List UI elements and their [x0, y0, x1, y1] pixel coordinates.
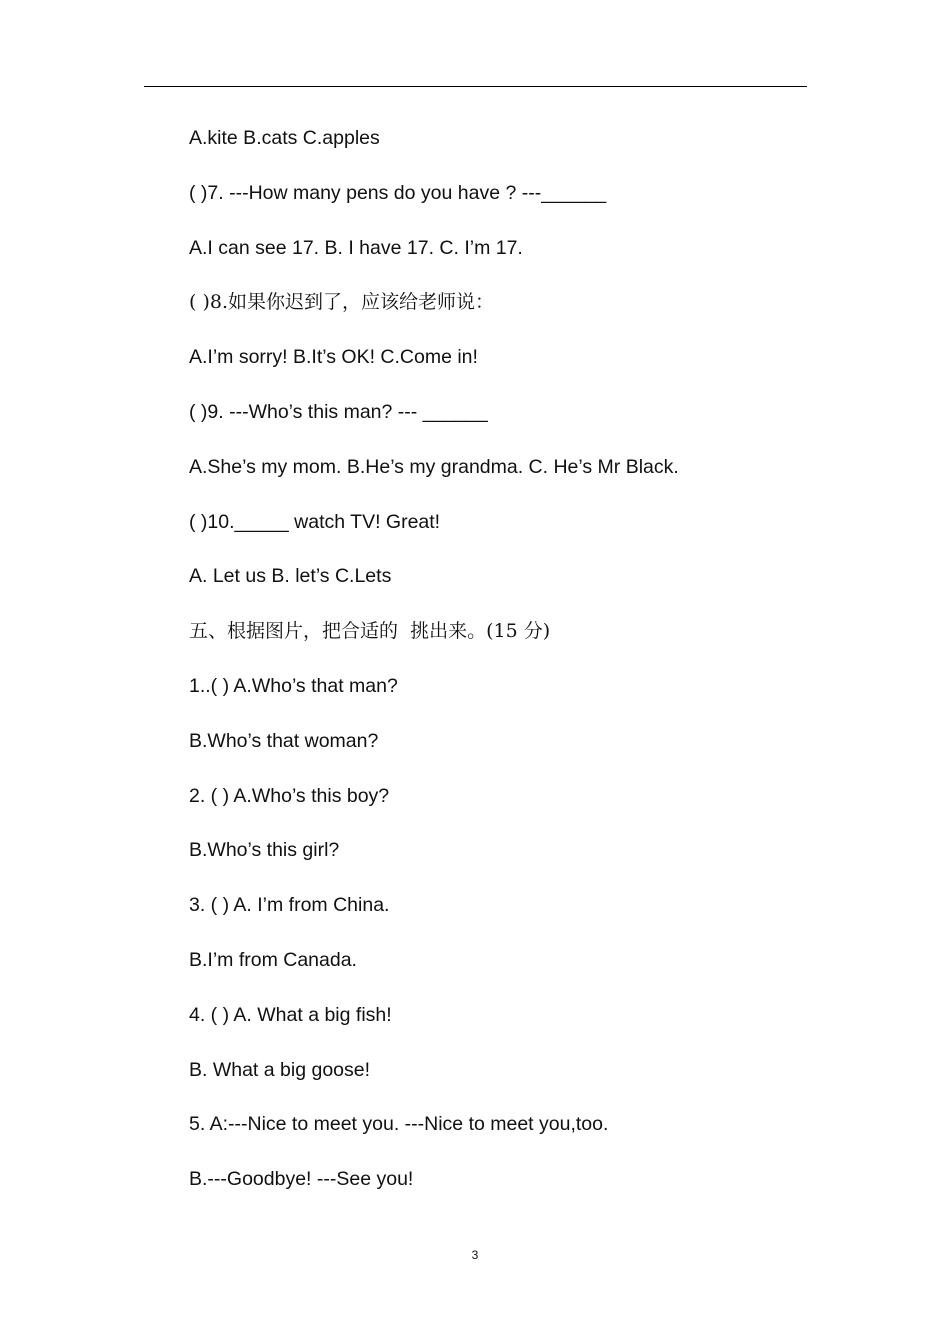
question-7-options: A.I can see 17. B. I have 17. C. I’m 17.	[189, 236, 523, 259]
question-9-options: A.She’s my mom. B.He’s my grandma. C. He’s Mr Black.	[189, 455, 679, 478]
question-10-options: A. Let us B. let’s C.Lets	[189, 565, 392, 588]
item-4-a: 4. ( ) A. What a big fish!	[189, 1003, 392, 1026]
item-5-b: B.---Goodbye! ---See you!	[189, 1168, 414, 1191]
question-8-options: A.I’m sorry! B.It’s OK! C.Come in!	[189, 346, 478, 369]
question-8: ( )8.如果你迟到了，应该给老师说：	[189, 291, 494, 314]
page-number: 3	[471, 1248, 479, 1262]
item-5-a: 5. A:---Nice to meet you. ---Nice to meet you,too.	[189, 1113, 609, 1136]
item-2-b: B.Who’s this girl?	[189, 839, 340, 862]
item-4-b: B. What a big goose!	[189, 1058, 371, 1081]
item-3-a: 3. ( ) A. I’m from China.	[189, 894, 390, 917]
item-2-a: 2. ( ) A.Who’s this boy?	[189, 784, 390, 807]
question-7: ( )7. ---How many pens do you have ? ---______	[189, 181, 607, 204]
item-3-b: B.I’m from Canada.	[189, 948, 357, 971]
header-rule	[144, 86, 807, 87]
item-1-b: B.Who’s that woman?	[189, 729, 379, 752]
page-content	[189, 124, 829, 1220]
question-10: ( )10._____ watch TV! Great!	[189, 510, 441, 533]
item-1-a: 1..( ) A.Who’s that man?	[189, 674, 398, 697]
text-line: A.kite B.cats C.apples	[189, 127, 380, 149]
section-5-heading: 五、根据图片，把合适的 挑出来。(15 分)	[189, 620, 551, 643]
question-9: ( )9. ---Who’s this man? --- ______	[189, 400, 488, 423]
